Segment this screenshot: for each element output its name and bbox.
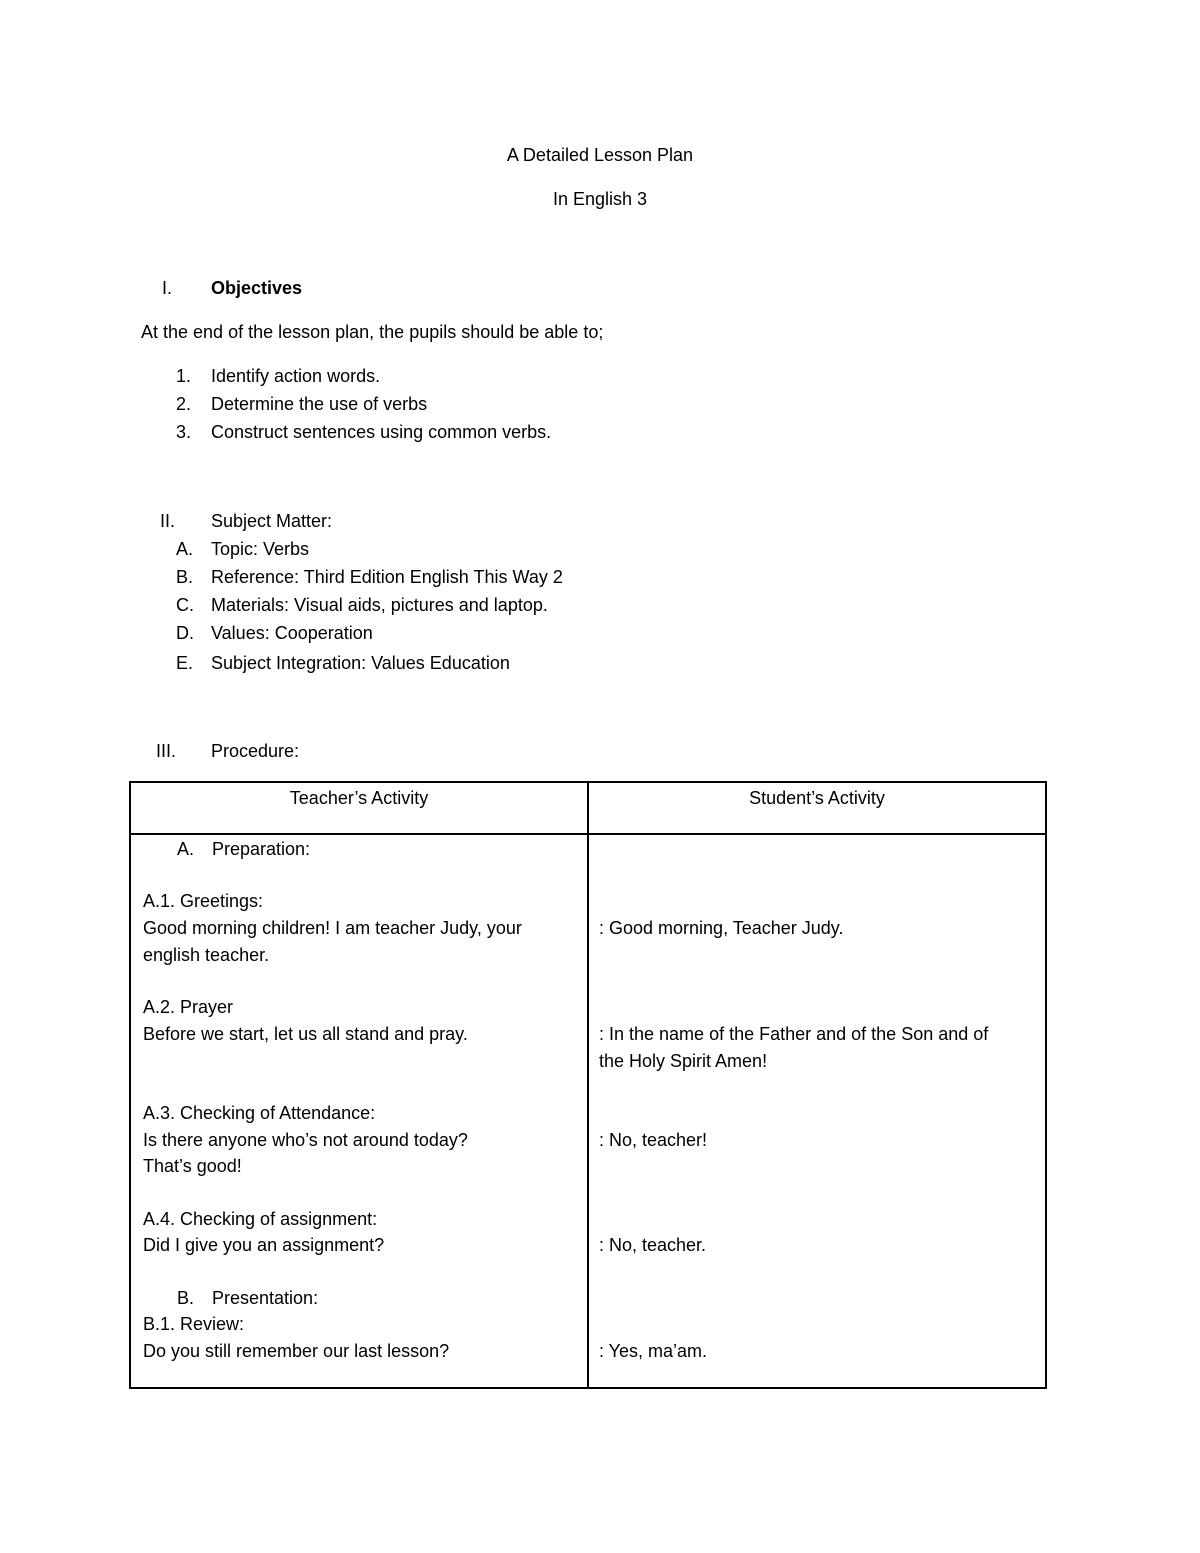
section-numeral-objectives: I. xyxy=(162,278,173,298)
pres-letter: B. xyxy=(177,1288,195,1308)
teacher-activity-header: Teacher’s Activity xyxy=(130,782,588,834)
objectives-intro: At the end of the lesson plan, the pupils should be able to; xyxy=(141,322,604,342)
table-header-row xyxy=(130,782,1046,834)
attendance-line: Is there anyone who’s not around today? xyxy=(143,1130,468,1150)
pres-heading: Presentation: xyxy=(212,1288,319,1308)
objective-number: 3. xyxy=(176,422,192,442)
prayer-line: Before we start, let us all stand and pray. xyxy=(143,1024,468,1044)
assignment-line: Did I give you an assignment? xyxy=(143,1235,385,1255)
student-activity-cell xyxy=(588,834,1046,1388)
student-attendance-reply: : No, teacher! xyxy=(599,1130,708,1150)
subject-letter: A. xyxy=(176,539,194,559)
objective-number: 1. xyxy=(176,366,192,386)
procedure-table xyxy=(129,781,1047,1389)
greetings-line: Good morning children! I am teacher Judy, your xyxy=(143,918,522,938)
section-heading-procedure: Procedure: xyxy=(211,741,300,761)
attendance-heading: A.3. Checking of Attendance: xyxy=(143,1103,376,1123)
greetings-heading: A.1. Greetings: xyxy=(143,891,264,911)
subject-item: Topic: Verbs xyxy=(211,539,310,559)
attendance-line: That’s good! xyxy=(143,1156,242,1176)
subject-item: Reference: Third Edition English This Way 2 xyxy=(211,567,563,587)
student-prayer-line: : In the name of the Father and of the Son and of xyxy=(599,1024,989,1044)
student-greetings-reply: : Good morning, Teacher Judy. xyxy=(599,918,844,938)
objective-number: 2. xyxy=(176,394,192,414)
document-subtitle: In English 3 xyxy=(552,189,648,209)
subject-letter: D. xyxy=(176,623,194,643)
greetings-line: english teacher. xyxy=(143,945,270,965)
student-assignment-reply: : No, teacher. xyxy=(599,1235,707,1255)
document-title: A Detailed Lesson Plan xyxy=(506,145,694,165)
student-review-reply: : Yes, ma’am. xyxy=(599,1341,708,1361)
review-line: Do you still remember our last lesson? xyxy=(143,1341,450,1361)
subject-letter: B. xyxy=(176,567,194,587)
objective-item: Identify action words. xyxy=(211,366,381,386)
subject-letter: E. xyxy=(176,653,194,673)
objective-item: Construct sentences using common verbs. xyxy=(211,422,552,442)
subject-item: Materials: Visual aids, pictures and laptop. xyxy=(211,595,548,615)
table-row xyxy=(130,834,1046,1388)
student-prayer-line: the Holy Spirit Amen! xyxy=(599,1051,768,1071)
objective-item: Determine the use of verbs xyxy=(211,394,428,414)
prep-letter: A. xyxy=(177,839,195,859)
review-heading: B.1. Review: xyxy=(143,1314,245,1334)
student-activity-header: Student’s Activity xyxy=(588,782,1046,834)
subject-item: Values: Cooperation xyxy=(211,623,373,643)
teacher-activity-cell xyxy=(130,834,588,1388)
assignment-heading: A.4. Checking of assignment: xyxy=(143,1209,378,1229)
subject-item: Subject Integration: Values Education xyxy=(211,653,510,673)
section-numeral-procedure: III. xyxy=(156,741,177,761)
section-heading-subject-matter: Subject Matter: xyxy=(211,511,333,531)
prep-heading: Preparation: xyxy=(212,839,311,859)
section-heading-objectives: Objectives xyxy=(211,278,303,298)
section-numeral-subject-matter: II. xyxy=(160,511,176,531)
subject-letter: C. xyxy=(176,595,194,615)
prayer-heading: A.2. Prayer xyxy=(143,997,234,1017)
